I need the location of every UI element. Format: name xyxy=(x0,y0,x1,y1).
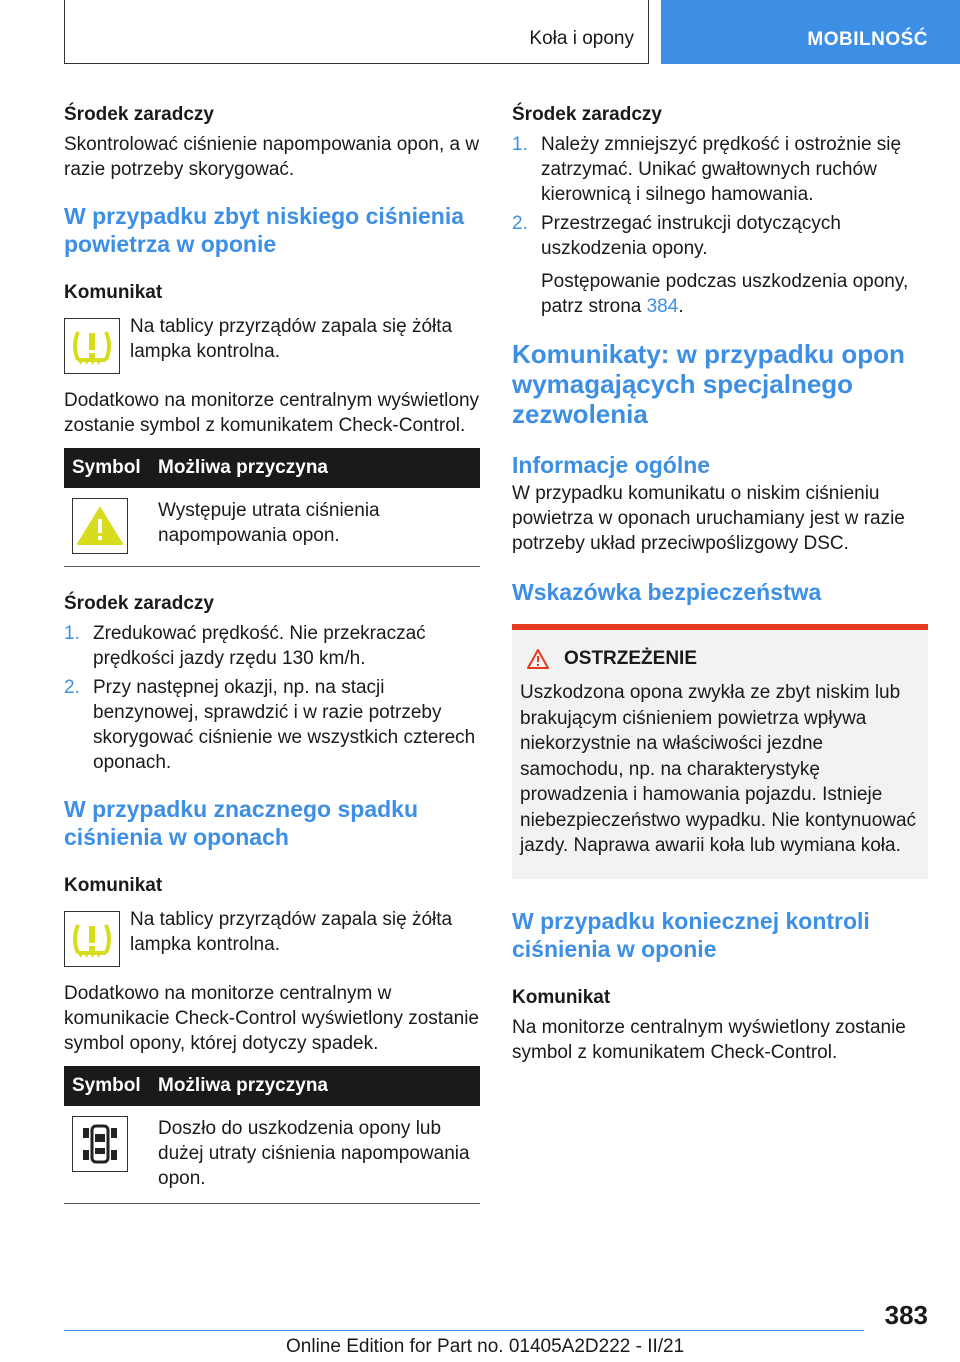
tire-pressure-warning-icon xyxy=(64,318,120,374)
header-section-box xyxy=(64,0,649,64)
car-tire-damage-icon xyxy=(72,1116,128,1172)
message-block xyxy=(64,318,480,374)
table-col-cause: Możliwa przyczyna xyxy=(158,1075,328,1096)
left-column xyxy=(64,100,480,1204)
remedy-title: Środek zaradczy xyxy=(64,104,214,125)
heading-low-pressure: W przypadku zbyt niskiego ciśnienia powietrza w oponie xyxy=(64,203,465,257)
heading-general-info: Informacje ogólne xyxy=(512,452,711,478)
warning-text: Uszkodzona opona zwykła ze zbyt niskim lub brakującym ciśnieniem powietrza wpływa niekorzystnie na właściwości jezdne samochodu, np. na charakterystykę prowadzenia i hamowania pojazdu. Istnieje niebezpieczeństwo wypadku. Nie kontynuować jazdy. Naprawa awarii koła lub wymiana koła. xyxy=(520,682,917,856)
remedy-list xyxy=(512,132,928,261)
symbol-table-2 xyxy=(64,1066,480,1204)
message-block-2 xyxy=(64,911,480,967)
message-title: Komunikat xyxy=(512,986,611,1008)
page-number: 383 xyxy=(884,1300,928,1330)
remedy-title: Środek zaradczy xyxy=(512,104,662,125)
general-info-text: W przypadku komunikatu o niskim ciśnieniu powietrza w oponach uruchamiany jest w razie potrzeby układ przeciwpoślizgowy DSC. xyxy=(512,483,905,554)
message-text-2: Na tablicy przyrządów zapala się żółta lampka kontrolna. xyxy=(130,909,453,955)
right-column xyxy=(512,100,928,1065)
warning-title: OSTRZEŻENIE xyxy=(564,648,698,669)
table-row xyxy=(64,1106,480,1204)
tire-pressure-warning-icon xyxy=(64,911,120,967)
message-extra: Dodatkowo na monitorze centralnym wyświetlony zostanie symbol z komunikatem Check-Control. xyxy=(64,390,480,436)
message-title: Komunikat xyxy=(64,282,163,303)
list-item: 1. Zredukować prędkość. Nie przekraczać prędkości jazdy rzędu 130 km/h. xyxy=(64,623,426,669)
table-col-symbol: Symbol xyxy=(72,457,141,478)
page-reference-link[interactable]: 384 xyxy=(646,296,679,317)
header-chapter-box[interactable] xyxy=(661,0,960,64)
symbol-table-1 xyxy=(64,448,480,567)
remedy-list-2 xyxy=(64,621,480,775)
table-row xyxy=(64,488,480,567)
message-text: Na monitorze centralnym wyświetlony zostanie symbol z komunikatem Check-Control. xyxy=(512,1016,906,1063)
header-section-title: Koła i opony xyxy=(529,28,634,49)
heading-pressure-drop: W przypadku znacznego spadku ciśnienia w oponach xyxy=(64,796,418,850)
list-item: 2. Przy następnej okazji, np. na stacji benzynowej, sprawdzić i w razie potrzeby skorygować ciśnienie we wszystkich czterech oponach. xyxy=(64,677,476,773)
message-title-2: Komunikat xyxy=(64,875,163,896)
header-chapter-title[interactable]: MOBILNOŚĆ xyxy=(807,29,928,50)
heading-special-tires: Komunikaty: w przypadku opon wymagających specjalnego zezwolenia xyxy=(512,339,905,429)
alert-triangle-icon xyxy=(526,648,550,670)
message-extra-2: Dodatkowo na monitorze centralnym w komunikacie Check-Control wyświetlony zostanie symbol opony, której dotyczy spadek. xyxy=(64,983,480,1054)
table-cell-cause: Doszło do uszkodzenia opony lub dużej utraty ciśnienia napompowania opon. xyxy=(158,1118,470,1189)
heading-safety: Wskazówka bezpieczeństwa xyxy=(512,579,822,605)
list-item: 1. Należy zmniejszyć prędkość i ostrożnie się zatrzymać. Unikać gwałtownych ruchów kierownicą i silnego hamowania. xyxy=(512,134,902,205)
table-header xyxy=(64,448,480,488)
reference-text: Postępowanie podczas uszkodzenia opony, patrz strona 384. xyxy=(541,271,909,317)
footer-divider xyxy=(64,1330,864,1331)
heading-pressure-check: W przypadku koniecznej kontroli ciśnienia w oponie xyxy=(512,907,870,962)
warning-triangle-icon xyxy=(72,498,128,554)
remedy-text: Skontrolować ciśnienie napompowania opon, a w razie potrzeby skorygować. xyxy=(64,134,480,180)
remedy-title-2: Środek zaradczy xyxy=(64,593,214,614)
table-col-cause: Możliwa przyczyna xyxy=(158,457,328,478)
message-text: Na tablicy przyrządów zapala się żółta lampka kontrolna. xyxy=(130,316,453,362)
table-col-symbol: Symbol xyxy=(72,1075,141,1096)
table-header xyxy=(64,1066,480,1106)
warning-title-row xyxy=(526,648,920,670)
warning-box xyxy=(512,624,928,879)
footer-edition: Online Edition for Part no. 01405A2D222 - II/21 xyxy=(286,1336,685,1357)
list-item: 2. Przestrzegać instrukcji dotyczących uszkodzenia opony. xyxy=(512,213,841,259)
table-cell-cause: Występuje utrata ciśnienia napompowania opon. xyxy=(158,500,380,546)
